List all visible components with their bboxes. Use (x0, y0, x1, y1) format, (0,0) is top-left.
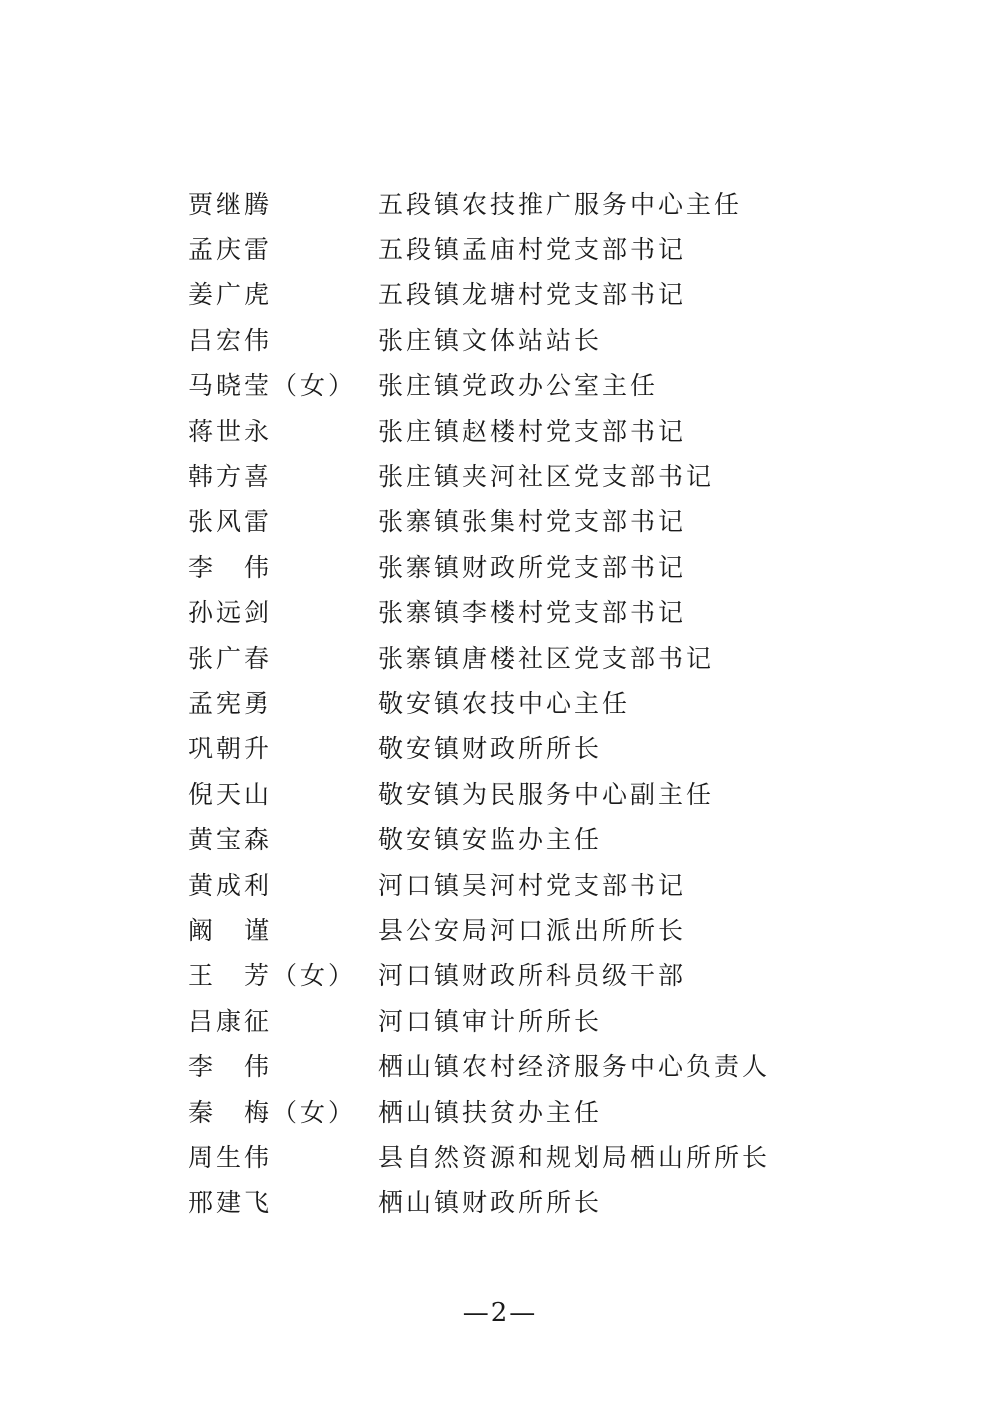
list-item (188, 906, 948, 951)
list-item (188, 589, 948, 634)
person-name: 李 伟 (188, 1052, 273, 1082)
person-name: 周生伟 (188, 1142, 273, 1172)
person-name: 王 芳（女） (188, 961, 357, 991)
person-title: 栖山镇农村经济服务中心负责人 (378, 1052, 771, 1082)
list-item (188, 543, 948, 588)
list-item (188, 1179, 948, 1224)
list-item (188, 634, 948, 679)
person-title: 河口镇财政所科员级干部 (378, 961, 687, 991)
person-name: 李 伟 (188, 552, 273, 582)
person-title: 张寨镇唐楼社区党支部书记 (378, 643, 715, 673)
person-name: 蒋世永 (188, 416, 273, 446)
person-name: 张风雷 (188, 507, 273, 537)
person-name: 孟宪勇 (188, 688, 273, 718)
list-item (188, 362, 948, 407)
person-title: 河口镇审计所所长 (378, 1006, 603, 1036)
person-title: 张寨镇财政所党支部书记 (378, 552, 687, 582)
person-title: 五段镇孟庙村党支部书记 (378, 235, 687, 265)
person-name: 孙远剑 (188, 598, 273, 628)
list-item (188, 679, 948, 724)
person-name: 倪天山 (188, 779, 273, 809)
person-title: 敬安镇为民服务中心副主任 (378, 779, 715, 809)
person-title: 张庄镇文体站站长 (378, 325, 603, 355)
personnel-list (188, 180, 948, 1224)
list-item (188, 452, 948, 497)
person-name: 吕康征 (188, 1006, 273, 1036)
person-name: 马晓莹（女） (188, 371, 357, 401)
list-item (188, 407, 948, 452)
person-title: 栖山镇扶贫办主任 (378, 1097, 603, 1127)
list-item (188, 861, 948, 906)
person-title: 敬安镇农技中心主任 (378, 688, 631, 718)
person-title: 五段镇龙塘村党支部书记 (378, 280, 687, 310)
person-name: 孟庆雷 (188, 235, 273, 265)
list-item (188, 1042, 948, 1087)
page-number: —2— (462, 1298, 538, 1328)
person-name: 姜广虎 (188, 280, 273, 310)
person-name: 黄成利 (188, 870, 273, 900)
list-item (188, 815, 948, 860)
person-title: 张庄镇夹河社区党支部书记 (378, 462, 715, 492)
person-name: 张广春 (188, 643, 273, 673)
person-name: 秦 梅（女） (188, 1097, 357, 1127)
person-title: 张庄镇赵楼村党支部书记 (378, 416, 687, 446)
list-item (188, 180, 948, 225)
list-item (188, 498, 948, 543)
person-title: 张寨镇李楼村党支部书记 (378, 598, 687, 628)
list-item (188, 225, 948, 270)
person-name: 韩方喜 (188, 462, 273, 492)
person-title: 县公安局河口派出所所长 (378, 915, 687, 945)
person-title: 敬安镇安监办主任 (378, 825, 603, 855)
person-title: 县自然资源和规划局栖山所所长 (378, 1142, 771, 1172)
list-item (188, 770, 948, 815)
person-name: 邢建飞 (188, 1188, 273, 1218)
person-title: 张庄镇党政办公室主任 (378, 371, 659, 401)
person-name: 阚 谨 (188, 915, 273, 945)
list-item (188, 997, 948, 1042)
list-item (188, 1133, 948, 1178)
list-item (188, 725, 948, 770)
list-item (188, 952, 948, 997)
person-name: 吕宏伟 (188, 325, 273, 355)
person-title: 五段镇农技推广服务中心主任 (378, 189, 743, 219)
person-title: 张寨镇张集村党支部书记 (378, 507, 687, 537)
list-item (188, 1088, 948, 1133)
person-name: 黄宝森 (188, 825, 273, 855)
person-title: 敬安镇财政所所长 (378, 734, 603, 764)
list-item (188, 316, 948, 361)
person-title: 栖山镇财政所所长 (378, 1188, 603, 1218)
list-item (188, 271, 948, 316)
person-name: 贾继腾 (188, 189, 273, 219)
person-title: 河口镇吴河村党支部书记 (378, 870, 687, 900)
person-name: 巩朝升 (188, 734, 273, 764)
